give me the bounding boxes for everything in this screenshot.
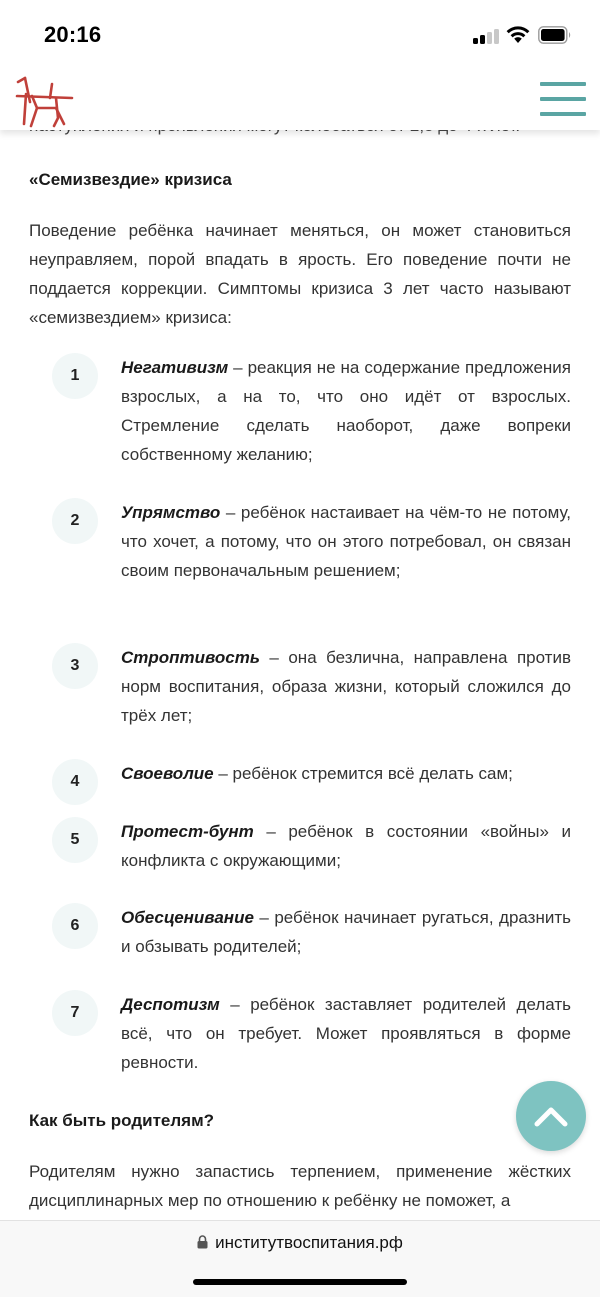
list-number-badge: 5 <box>52 817 98 863</box>
horse-chair-logo-icon[interactable] <box>12 74 74 128</box>
list-item-description: – она безлична, направлена против норм воспитания, образа жизни, который сложился до трёх лет; <box>121 648 571 725</box>
list-item-text <box>121 759 571 788</box>
parents-paragraph: Родителям нужно запастись терпением, применение жёстких дисциплинарных мер по отношению к ребёнку не поможет, а <box>29 1162 571 1210</box>
list-item-description: – ребёнок в состоянии «войны» и конфликта с окружающими; <box>121 822 571 870</box>
list-item-term: Упрямство <box>121 503 221 522</box>
list-item-term: Строптивость <box>121 648 260 667</box>
section-title: «Семизвездие» кризиса <box>29 170 232 189</box>
browser-address-bar <box>0 1220 600 1297</box>
list-number-badge: 7 <box>52 990 98 1036</box>
list-item-term: Протест-бунт <box>121 822 254 841</box>
intro-paragraph: Поведение ребёнка начинает меняться, он может становиться неуправляем, порой впадать в ярость. Его поведение почти не поддается коррекции. Симптомы кризиса 3 лет часто называют «семизвездием» кризиса: <box>29 221 571 327</box>
wifi-icon <box>505 24 531 44</box>
list-number-badge: 2 <box>52 498 98 544</box>
list-number-badge: 1 <box>52 353 98 399</box>
list-item-description: – ребёнок начинает ругаться, дразнить и обзывать родителей; <box>121 908 571 956</box>
site-header <box>0 70 600 130</box>
list-item-description: – реакция не на содержание предложения взрослых, а на то, что оно идёт от взрослых. Стремление сделать наоборот, даже вопреки собственному желанию; <box>121 358 571 464</box>
status-time: 20:16 <box>44 22 102 47</box>
list-item-text <box>121 817 571 875</box>
parents-section-title: Как быть родителям? <box>29 1111 215 1130</box>
list-item-term: Обесценивание <box>121 908 254 927</box>
list-item-text <box>121 990 571 1077</box>
home-indicator[interactable] <box>193 1279 407 1285</box>
list-number-badge: 3 <box>52 643 98 689</box>
list-item-text <box>121 498 571 585</box>
lock-icon <box>197 1235 208 1249</box>
list-item-description: – ребёнок настаивает на чём-то не потому, что хочет, а потому, что он этого потребовал, он связан своим первоначальным решением; <box>121 503 571 580</box>
scroll-to-top-button[interactable] <box>516 1081 586 1151</box>
battery-icon <box>538 26 572 44</box>
list-item-description: – ребёнок заставляет родителей делать всё, что он требует. Может проявляться в форме ревности. <box>121 995 571 1072</box>
list-item-term: Своеволие <box>121 764 214 783</box>
cellular-signal-icon <box>473 28 501 44</box>
list-item-text <box>121 353 571 469</box>
address-field[interactable] <box>0 1233 600 1253</box>
list-number-badge: 4 <box>52 759 98 805</box>
list-item-text <box>121 643 571 730</box>
hamburger-menu-icon[interactable] <box>540 80 586 120</box>
list-number-badge: 6 <box>52 903 98 949</box>
list-item-text <box>121 903 571 961</box>
list-item-term: Деспотизм <box>121 995 220 1014</box>
list-item-term: Негативизм <box>121 358 229 377</box>
status-bar <box>0 0 600 70</box>
list-item-description: – ребёнок стремится всё делать сам; <box>213 764 513 783</box>
chevron-up-icon <box>534 1105 568 1127</box>
url-text: институтвоспитания.рф <box>215 1233 403 1252</box>
